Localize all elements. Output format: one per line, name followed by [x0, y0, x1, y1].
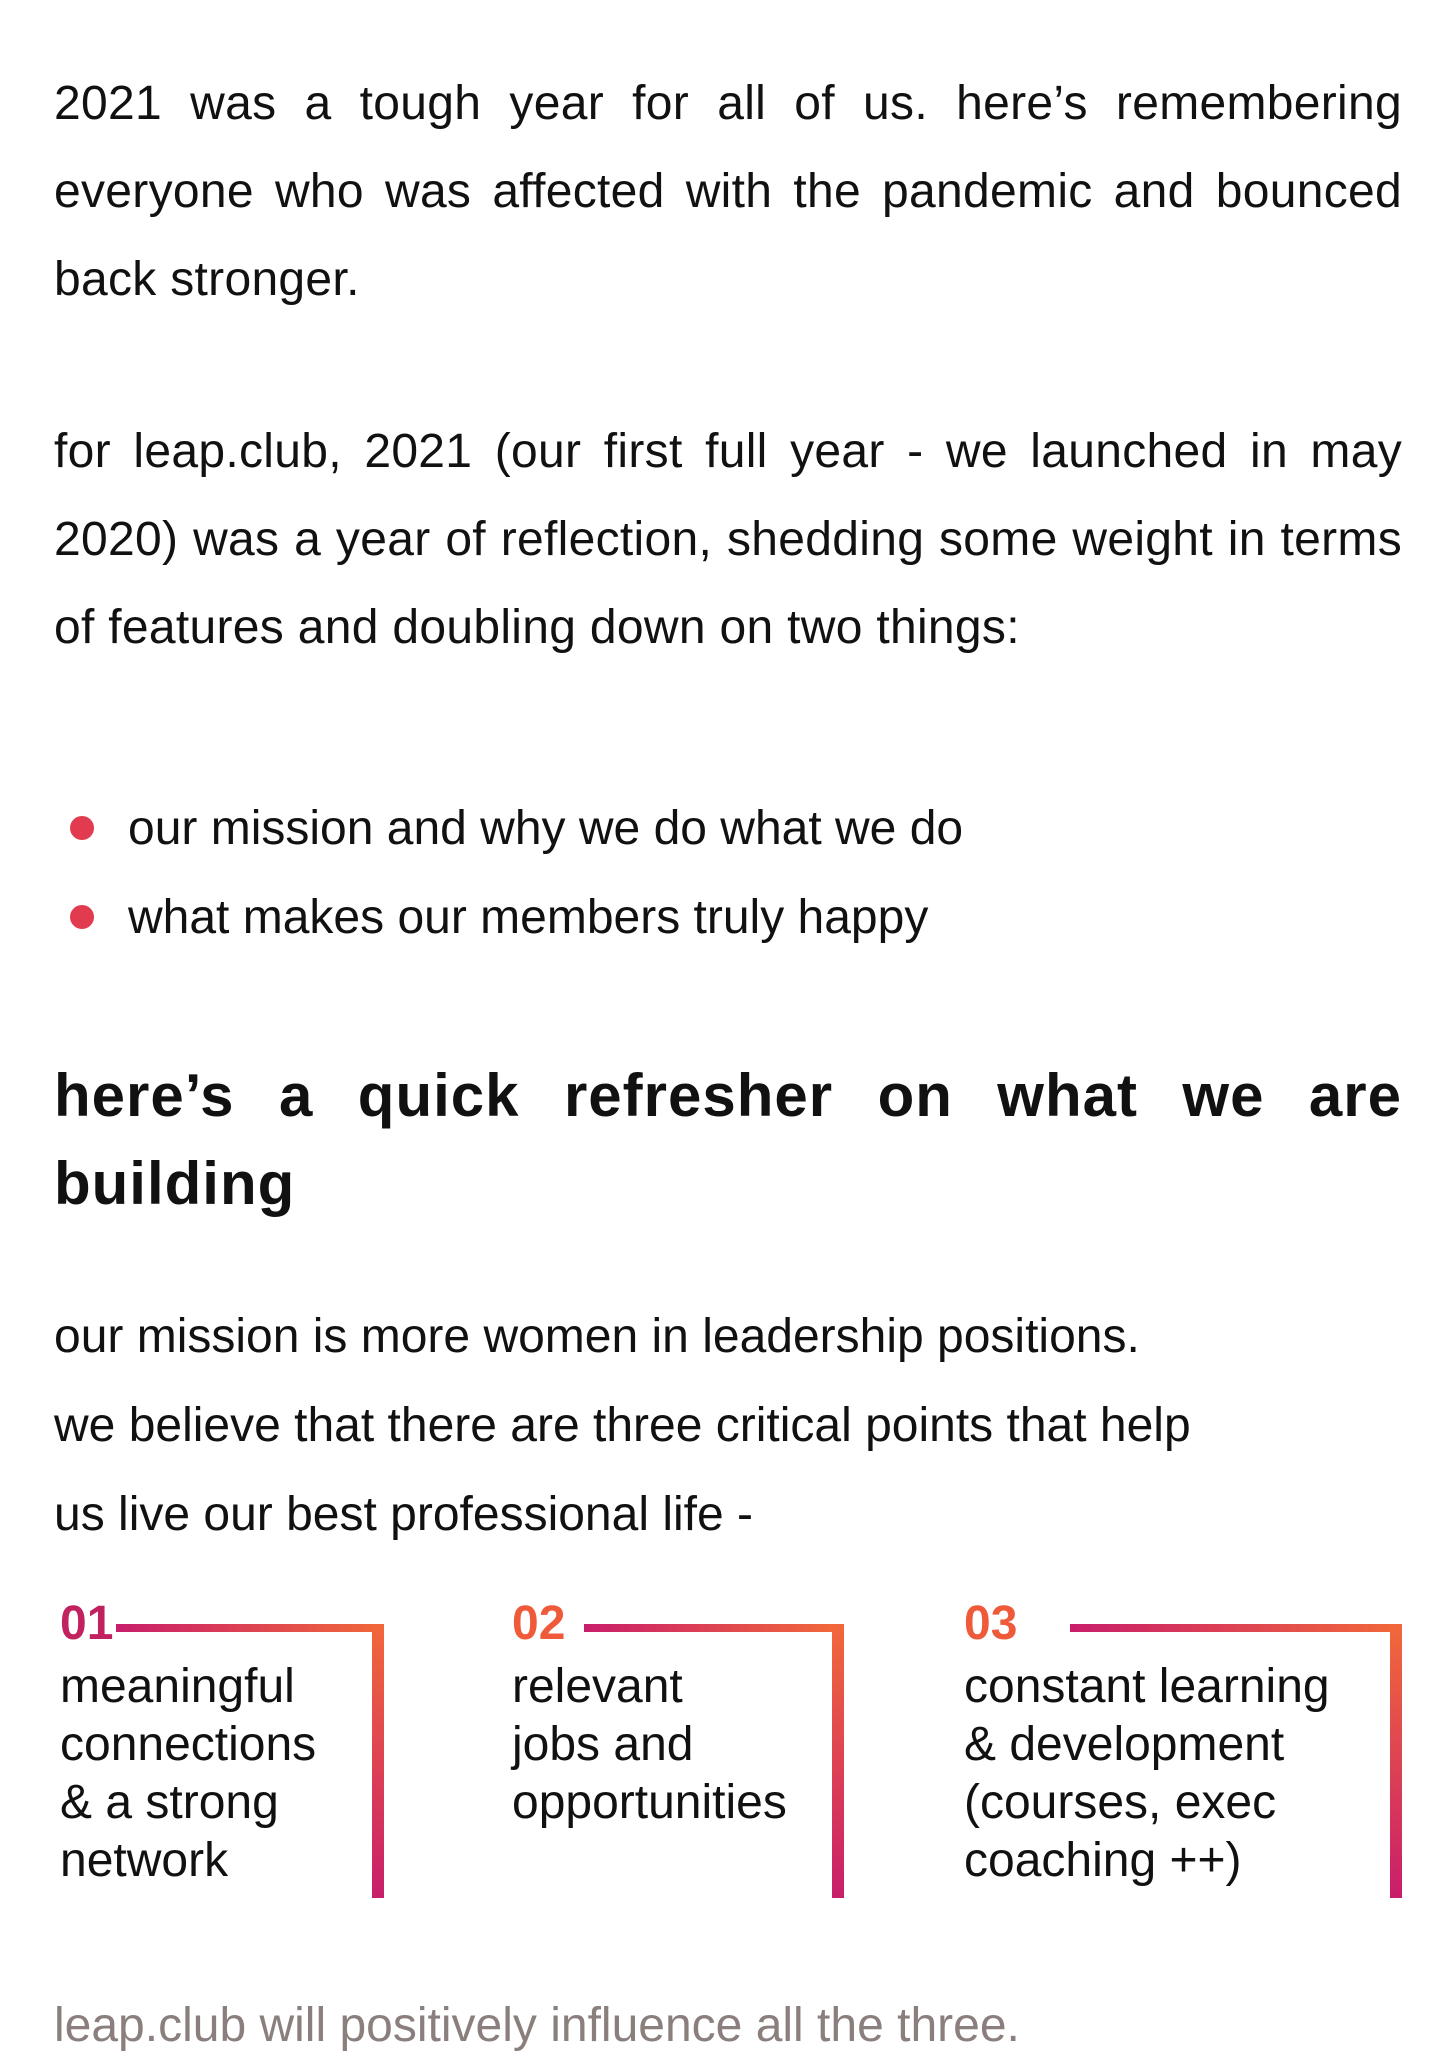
intro-paragraph-2: for leap.club, 2021 (our first full year - we launched in may 2020) was a year of reflection, shedding some weight in terms of features and doubling down on two things:: [54, 425, 1402, 654]
bracket-top-line: [1070, 1624, 1402, 1632]
point-label: [60, 1658, 316, 1890]
point-number: 03: [964, 1597, 1018, 1650]
list-item: [54, 784, 1402, 873]
point-label: [512, 1658, 787, 1832]
footer-statement: leap.club will positively influence all the three.: [54, 1999, 1020, 2052]
intro-paragraph-1: 2021 was a tough year for all of us. here’s remembering everyone who was affected with the pandemic and bounced back stronger.: [54, 77, 1402, 306]
bullet-dot-icon: [70, 905, 94, 929]
list-item-text: our mission and why we do what we do: [128, 802, 964, 855]
point-label-line: connections: [60, 1718, 317, 1771]
point-number: 02: [512, 1597, 566, 1650]
point-card-1: [54, 1597, 384, 1892]
bracket-top-line: [584, 1624, 836, 1632]
bracket-side-line: [372, 1624, 384, 1898]
point-number: 01: [60, 1597, 114, 1650]
focus-list: [54, 784, 1402, 962]
mission-statement: [54, 1292, 1402, 1559]
point-label-line: constant learning: [964, 1660, 1330, 1713]
point-label-line: & a strong: [60, 1776, 279, 1829]
point-label-line: network: [60, 1834, 229, 1887]
list-item-text: what makes our members truly happy: [128, 891, 929, 944]
point-label-line: jobs and: [512, 1718, 694, 1771]
point-label-line: relevant: [512, 1660, 683, 1713]
mission-line-3: us live our best professional life -: [54, 1488, 753, 1541]
point-label-line: coaching ++): [964, 1834, 1242, 1887]
bullet-dot-icon: [70, 816, 94, 840]
list-item: [54, 873, 1402, 962]
point-card-3: [958, 1597, 1402, 1892]
point-label-line: meaningful: [60, 1660, 295, 1713]
point-label: [964, 1658, 1330, 1890]
section-heading: here’s a quick refresher on what we are building: [54, 1062, 1402, 1217]
point-label-line: opportunities: [512, 1776, 787, 1829]
point-label-line: & development: [964, 1718, 1285, 1771]
point-card-2: [506, 1597, 836, 1892]
bracket-top-line: [116, 1624, 384, 1632]
bracket-side-line: [1390, 1624, 1402, 1898]
bracket-side-line: [832, 1624, 844, 1898]
critical-points: [54, 1597, 1402, 1902]
mission-line-1: our mission is more women in leadership positions.: [54, 1310, 1140, 1363]
point-label-line: (courses, exec: [964, 1776, 1277, 1829]
mission-line-2: we believe that there are three critical points that help: [54, 1399, 1191, 1452]
